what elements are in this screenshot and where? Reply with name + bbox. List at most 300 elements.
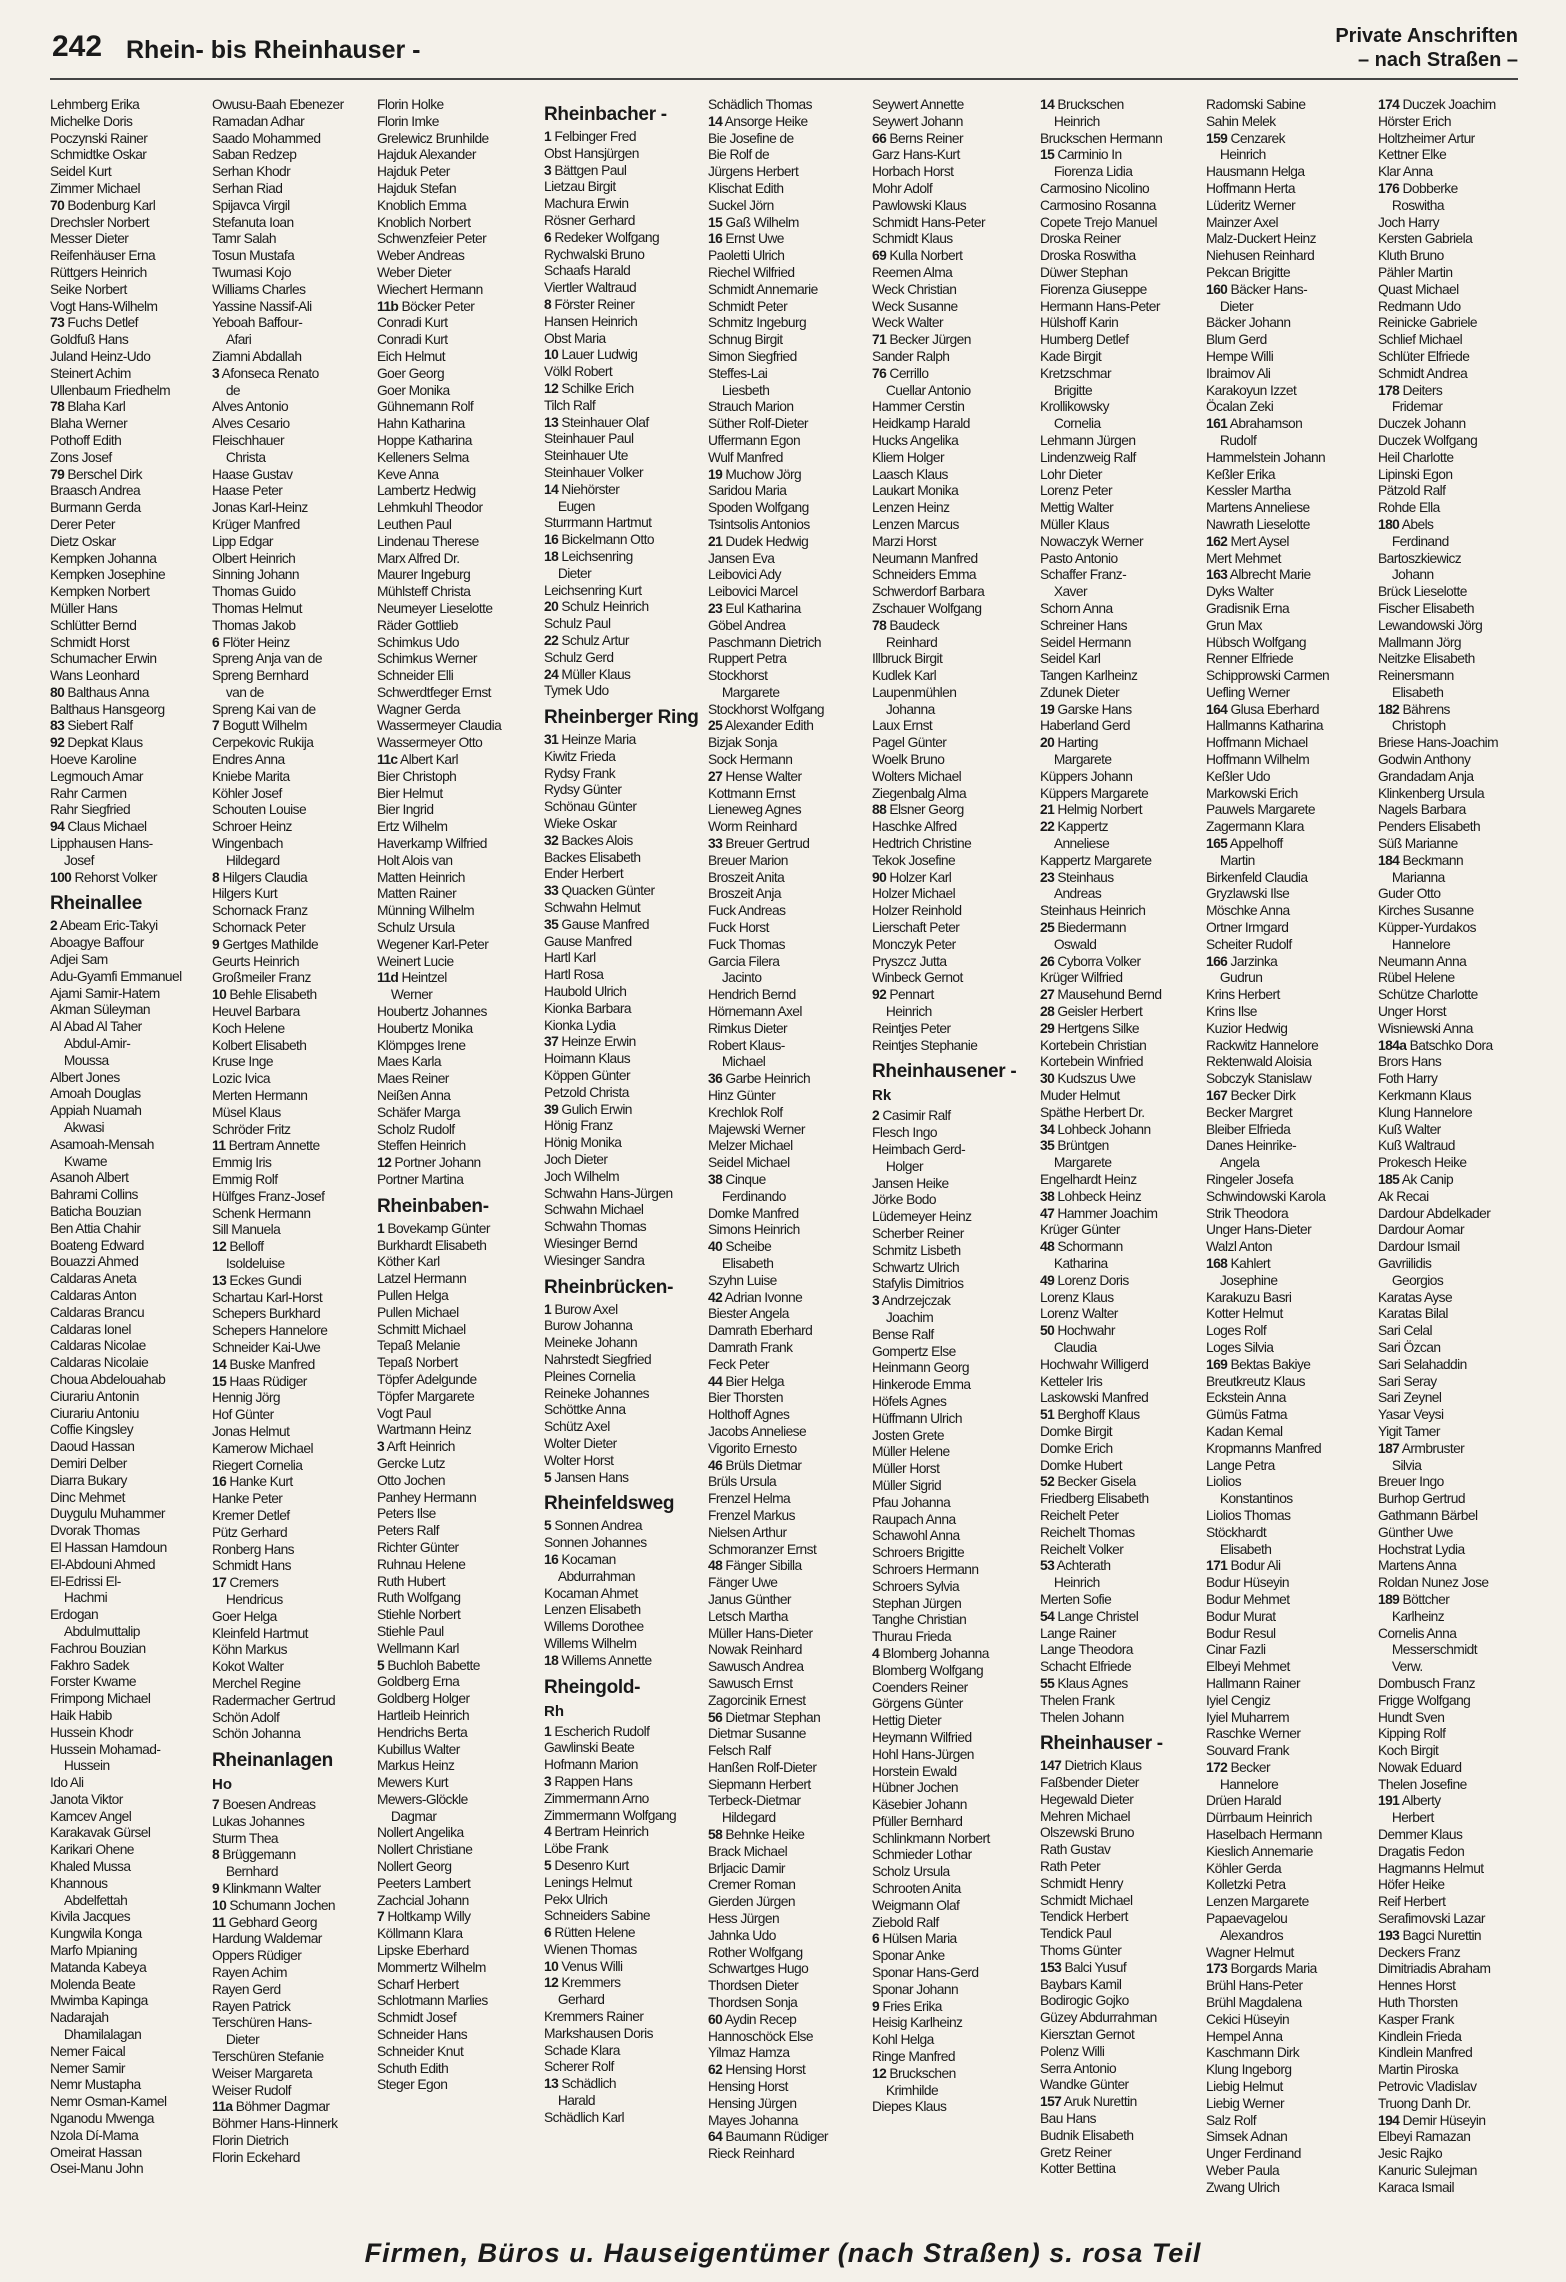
resident-entry: Winbeck Gernot	[872, 969, 963, 986]
house-number-entry: 19 Muchow Jörg	[708, 465, 802, 482]
resident-entry: Hoffmann Wilhelm	[1206, 751, 1310, 768]
resident-entry: Schmitt Michael	[377, 1320, 466, 1337]
resident-entry: Hajduk Peter	[377, 163, 450, 180]
resident-entry: Lenings Helmut	[544, 1873, 632, 1890]
resident-entry: Zagermann Klara	[1206, 818, 1304, 835]
resident-entry: Steinert Achim	[50, 364, 131, 381]
resident-entry: Lange Petra	[1206, 1456, 1275, 1473]
resident-entry: Leibovici Marcel	[708, 583, 798, 600]
house-number: 3	[377, 1438, 385, 1455]
resident-entry: Pätzold Ralf	[1378, 482, 1446, 499]
entry-continuation: Abdurrahman	[557, 1567, 636, 1584]
resident-entry: Käsebier Johann	[872, 1796, 967, 1813]
resident-entry: Yasar Veysi	[1378, 1406, 1444, 1423]
house-number: 50	[1040, 1322, 1055, 1339]
resident-entry: Schlinkmann Norbert	[872, 1829, 990, 1846]
house-number-entry: 11 Gebhard Georg	[212, 1913, 318, 1930]
resident-entry: Pfüller Bernhard	[872, 1812, 963, 1829]
resident-entry: Münning Wilhelm	[377, 902, 475, 919]
house-number-entry: 1 Burow Axel	[544, 1300, 618, 1317]
house-number-entry: 12 Bruckschen	[872, 2064, 956, 2081]
resident-entry: Laukart Monika	[872, 482, 959, 499]
resident-entry: Quast Michael	[1378, 280, 1459, 297]
resident-entry: Schlüter Elfriede	[1378, 347, 1470, 364]
resident-entry: Petrovic Vladislav	[1378, 2078, 1477, 2095]
resident-entry: Mühlsteff Christa	[377, 583, 471, 600]
directory-column-8	[1206, 96, 1364, 2230]
house-number-entry: 16 Kocaman	[544, 1550, 616, 1567]
house-number: 78	[50, 398, 65, 415]
resident-entry: Schlief Michael	[1378, 331, 1463, 348]
entry-continuation: Holger	[885, 1157, 923, 1174]
resident-entry: Hannoschöck Else	[708, 2027, 813, 2044]
entry-continuation: Abdelfettah	[63, 1891, 128, 1908]
resident-entry: Carmosino Nicolino	[1040, 179, 1150, 196]
resident-entry: Haik Habib	[50, 1706, 112, 1723]
house-number: 23	[708, 599, 723, 616]
entry-continuation: Margarete	[1053, 751, 1112, 768]
resident-entry: Duczek Wolfgang	[1378, 431, 1478, 448]
resident-entry: Breuer Marion	[708, 851, 788, 868]
entry-continuation: Hildegard	[721, 1809, 776, 1826]
entry-continuation: Dieter	[1219, 297, 1254, 314]
resident-entry: Dietmar Susanne	[708, 1725, 806, 1742]
resident-entry: Cerpekovic Rukija	[212, 734, 314, 751]
resident-entry: Duczek Johann	[1378, 415, 1466, 432]
resident-entry: Nowak Reinhard	[708, 1641, 802, 1658]
resident-entry: Diepes Klaus	[872, 2098, 947, 2115]
resident-entry: Ullenbaum Friedhelm	[50, 381, 171, 398]
resident-entry: Gradisnik Erna	[1206, 599, 1290, 616]
resident-entry: Markus Heinz	[377, 1757, 455, 1774]
resident-entry: Sahin Melek	[1206, 112, 1276, 129]
resident-entry: Hussein Mohamad-	[50, 1740, 161, 1757]
resident-entry: Wieke Oskar	[544, 815, 617, 832]
house-number: 10	[544, 346, 559, 363]
resident-entry: Kolbert Elisabeth	[212, 1036, 307, 1053]
resident-entry: Schmidt Henry	[1040, 1874, 1123, 1891]
resident-entry: Güzey Abdurrahman	[1040, 2009, 1157, 2026]
header-section-line-2: – nach Straßen –	[1357, 49, 1518, 71]
resident-entry: Brück Lieselotte	[1378, 583, 1467, 600]
resident-entry: Schwartz Ulrich	[872, 1258, 960, 1275]
house-number: 187	[1378, 1439, 1400, 1456]
resident-entry: Goldfuß Hans	[50, 331, 129, 348]
house-number-entry: 73 Fuchs Detlef	[50, 314, 138, 331]
resident-entry: Keßler Udo	[1206, 767, 1270, 784]
resident-entry: Köllmann Klara	[377, 1925, 463, 1942]
resident-entry: Haase Gustav	[212, 465, 293, 482]
resident-entry: Hendrichs Berta	[377, 1723, 468, 1740]
house-number: 12	[377, 1154, 392, 1171]
resident-entry: Stöckhardt	[1206, 1523, 1267, 1540]
resident-entry: Tilch Ralf	[544, 396, 596, 413]
resident-entry: Garz Hans-Kurt	[872, 146, 960, 163]
resident-entry: Thomas Guido	[212, 583, 296, 600]
resident-entry: Nemer Samir	[50, 2059, 125, 2076]
resident-entry: Droska Roswitha	[1040, 247, 1136, 264]
resident-entry: Hensing Horst	[708, 2078, 788, 2095]
house-number: 32	[544, 831, 559, 848]
house-number: 71	[872, 331, 887, 348]
resident-entry: Matten Heinrich	[377, 868, 465, 885]
resident-entry: Choua Abdelouahab	[50, 1370, 166, 1387]
resident-entry: Laasch Klaus	[872, 465, 948, 482]
resident-entry: Siepmann Herbert	[708, 1775, 811, 1792]
resident-entry: Wingenbach	[212, 835, 283, 852]
resident-entry: Sinning Johann	[212, 566, 299, 583]
resident-entry: Carmosino Rosanna	[1040, 196, 1156, 213]
resident-entry: Kirches Susanne	[1378, 902, 1474, 919]
resident-entry: Copete Trejo Manuel	[1040, 213, 1158, 230]
resident-entry: Ziebold Ralf	[872, 1913, 939, 1930]
resident-entry: Fiorenza Giuseppe	[1040, 280, 1147, 297]
resident-entry: Kolletzki Petra	[1206, 1876, 1286, 1893]
resident-entry: Liolios	[1206, 1473, 1242, 1490]
resident-entry: Serra Antonio	[1040, 2059, 1117, 2076]
resident-entry: Schmidt Annemarie	[708, 280, 818, 297]
house-number: 33	[544, 882, 559, 899]
house-number: 62	[708, 2061, 723, 2078]
resident-entry: Bizjak Sonja	[708, 734, 777, 751]
resident-entry: Köppen Günter	[544, 1067, 631, 1084]
resident-entry: Schütze Charlotte	[1378, 986, 1478, 1003]
resident-entry: Fachrou Bouzian	[50, 1639, 146, 1656]
resident-entry: Melzer Michael	[708, 1137, 793, 1154]
house-number-entry: 29 Hertgens Silke	[1040, 1019, 1140, 1036]
entry-continuation: Hannelore	[1219, 1775, 1279, 1792]
resident-entry: Schmidt Andrea	[1378, 364, 1468, 381]
resident-entry: Strauch Marion	[708, 398, 794, 415]
resident-entry: Yigit Tamer	[1378, 1422, 1440, 1439]
house-number-entry: 20 Harting	[1040, 734, 1098, 751]
resident-entry: Peters Ilse	[377, 1505, 436, 1522]
house-number: 12	[544, 1974, 559, 1991]
house-number: 10	[212, 986, 227, 1003]
resident-entry: Schön Johanna	[212, 1725, 301, 1742]
resident-entry: Klinkenberg Ursula	[1378, 784, 1485, 801]
resident-entry: Walzl Anton	[1206, 1238, 1272, 1255]
house-number-entry: 27 Mausehund Bernd	[1040, 986, 1162, 1003]
house-number: 94	[50, 818, 65, 835]
house-number-entry: 58 Behnke Heike	[708, 1826, 805, 1843]
resident-entry: Jonas Helmut	[212, 1422, 290, 1439]
entry-continuation: van de	[225, 683, 264, 700]
resident-entry: Hüffmann Ulrich	[872, 1409, 962, 1426]
house-number-entry: 14 Ansorge Heike	[708, 112, 808, 129]
house-number: 13	[544, 2075, 559, 2092]
entry-continuation: Heinrich	[1219, 146, 1266, 163]
resident-entry: Goldberg Erna	[377, 1673, 460, 1690]
resident-entry: Hoffmann Michael	[1206, 734, 1308, 751]
resident-entry: Schimkus Udo	[377, 633, 459, 650]
resident-entry: Kottmann Ernst	[708, 784, 795, 801]
resident-entry: Leuthen Paul	[377, 515, 452, 532]
resident-entry: Krüger Manfred	[212, 515, 300, 532]
resident-entry: Oppers Rüdiger	[212, 1947, 302, 1964]
page-header	[0, 0, 1566, 92]
house-number-entry: 1 Felbinger Fred	[544, 128, 636, 144]
resident-entry: Garcia Filera	[708, 952, 780, 969]
resident-entry: Thoms Günter	[1040, 1942, 1122, 1959]
house-number: 1	[544, 1300, 552, 1317]
resident-entry: Kiwitz Frieda	[544, 747, 616, 764]
resident-entry: Burow Johanna	[544, 1317, 633, 1334]
resident-entry: Kasper Frank	[1378, 2010, 1454, 2027]
house-number-entry: 1 Escherich Rudolf	[544, 1722, 650, 1739]
resident-entry: Dinc Mehmet	[50, 1488, 125, 1505]
house-number-entry: 76 Cerrillo	[872, 364, 929, 381]
resident-entry: Bodur Hüseyin	[1206, 1574, 1289, 1591]
resident-entry: Karakoyun Izzet	[1206, 381, 1297, 398]
resident-entry: Weiser Margareta	[212, 2064, 313, 2081]
resident-entry: Bau Hans	[1040, 2110, 1096, 2127]
resident-entry: Schmidt Horst	[50, 633, 130, 650]
resident-entry: Rother Wolfgang	[708, 1943, 803, 1960]
resident-entry: Caldaras Ionel	[50, 1320, 131, 1337]
resident-entry: Heinmann Georg	[872, 1359, 969, 1376]
resident-entry: Rayen Patrick	[212, 1997, 291, 2014]
resident-entry: Bodirogic Gojko	[1040, 1992, 1129, 2009]
resident-entry: Joch Harry	[1378, 213, 1439, 230]
resident-entry: Bodur Resul	[1206, 1624, 1276, 1641]
house-number-entry: 3 Andrzejczak	[872, 1292, 951, 1309]
resident-entry: Osei-Manu John	[50, 2160, 144, 2177]
resident-entry: Obst Maria	[544, 329, 606, 346]
house-number: 16	[212, 1473, 227, 1490]
resident-entry: Breuer Ingo	[1378, 1473, 1444, 1490]
resident-entry: Günther Uwe	[1378, 1523, 1453, 1540]
entry-continuation: Dagmar	[390, 1807, 437, 1824]
resident-entry: Hof Günter	[212, 1406, 274, 1423]
resident-entry: Klar Anna	[1378, 163, 1433, 180]
resident-entry: Martens Anneliese	[1206, 499, 1310, 516]
house-number-entry: 12 Portner Johann	[377, 1154, 481, 1171]
house-number: 2	[872, 1107, 880, 1124]
resident-entry: Ruppert Petra	[708, 650, 787, 667]
resident-entry: Appiah Nuamah	[50, 1102, 142, 1119]
resident-entry: Burhop Gertrud	[1378, 1490, 1465, 1507]
resident-entry: Ziamni Abdallah	[212, 347, 302, 364]
resident-entry: Vogt Paul	[377, 1404, 431, 1421]
resident-entry: Messer Dieter	[50, 230, 129, 247]
house-number-entry: 5 Buchloh Babette	[377, 1656, 480, 1673]
resident-entry: Holthoff Agnes	[708, 1406, 790, 1423]
resident-entry: Weiser Rudolf	[212, 2081, 291, 2098]
resident-entry: Schneiders Sabine	[544, 1907, 650, 1924]
resident-entry: Akman Süleyman	[50, 1001, 151, 1018]
resident-entry: Bier Christoph	[377, 767, 457, 784]
resident-entry: Dürrbaum Heinrich	[1206, 1809, 1312, 1826]
resident-entry: Höfels Agnes	[872, 1392, 947, 1409]
house-number: 167	[1206, 1087, 1228, 1104]
resident-entry: Olszewski Bruno	[1040, 1824, 1135, 1841]
resident-entry: Ruth Hubert	[377, 1572, 445, 1589]
resident-entry: Markowski Erich	[1206, 784, 1298, 801]
house-number: 4	[872, 1644, 880, 1661]
resident-entry: Reinicke Gabriele	[1378, 314, 1477, 331]
resident-entry: Hennig Jörg	[212, 1389, 280, 1406]
resident-entry: Legmouch Amar	[50, 767, 143, 784]
house-number: 88	[872, 801, 887, 818]
house-number-entry: 194 Demir Hüseyin	[1378, 2111, 1486, 2128]
resident-entry: Schmidt Peter	[708, 297, 788, 314]
house-number-entry: 39 Gulich Erwin	[544, 1100, 632, 1117]
resident-entry: Lüderitz Werner	[1206, 196, 1296, 213]
house-number: 21	[708, 532, 723, 549]
house-number-entry: 36 Garbe Heinrich	[708, 1070, 811, 1087]
resident-entry: Wandke Günter	[1040, 2076, 1129, 2093]
house-number-entry: 11d Heintzel	[377, 969, 447, 986]
resident-entry: Töpfer Adelgunde	[377, 1370, 477, 1387]
resident-entry: Stiehle Norbert	[377, 1606, 461, 1623]
resident-entry: Hartl Karl	[544, 949, 596, 966]
resident-entry: Schäfer Marga	[377, 1103, 460, 1120]
house-number-entry: 184a Batschko Dora	[1378, 1036, 1493, 1053]
resident-entry: Caldaras Nicolaie	[50, 1354, 149, 1371]
entry-continuation: Abdulmuttalip	[63, 1622, 140, 1639]
resident-entry: Kiersztan Gernot	[1040, 2026, 1135, 2043]
resident-entry: Blaha Werner	[50, 415, 128, 432]
resident-entry: Küppers Margarete	[1040, 784, 1149, 801]
resident-entry: Dombusch Franz	[1378, 1674, 1475, 1691]
entry-continuation: Liesbeth	[721, 381, 770, 398]
resident-entry: Lange Theodora	[1040, 1641, 1133, 1658]
entry-continuation: Hannelore	[1391, 935, 1451, 952]
resident-entry: Danes Heinrike-	[1206, 1137, 1297, 1154]
resident-entry: Brack Michael	[708, 1842, 788, 1859]
resident-entry: Hajduk Alexander	[377, 146, 476, 163]
resident-entry: Ruhnau Helene	[377, 1555, 466, 1572]
house-number-entry: 11 Bertram Annette	[212, 1137, 320, 1154]
resident-entry: Pekcan Brigitte	[1206, 263, 1291, 280]
resident-entry: Nollert Angelika	[377, 1824, 464, 1841]
resident-entry: Lehmberg Erika	[50, 96, 140, 112]
house-number-entry: 20 Schulz Heinrich	[544, 598, 649, 615]
resident-entry: Hochstrat Lydia	[1378, 1540, 1465, 1557]
resident-entry: Strik Theodora	[1206, 1204, 1289, 1221]
resident-entry: Weck Susanne	[872, 297, 958, 314]
resident-entry: Elbeyi Mehmet	[1206, 1658, 1290, 1675]
house-number-entry: 5 Jansen Hans	[544, 1468, 629, 1485]
resident-entry: Krins Herbert	[1206, 986, 1280, 1003]
house-number: 15	[708, 213, 723, 230]
header-divider	[50, 78, 1518, 80]
house-number-entry: 47 Hammer Joachim	[1040, 1204, 1158, 1221]
resident-entry: Dardour Aomar	[1378, 1221, 1465, 1238]
resident-entry: Mayes Johanna	[708, 2111, 798, 2128]
resident-entry: Neumann Manfred	[872, 549, 978, 566]
resident-entry: Köther Karl	[377, 1253, 440, 1270]
directory-column-1	[50, 96, 208, 2230]
resident-entry: Jansen Eva	[708, 549, 775, 566]
resident-entry: Viertler Waltraud	[544, 279, 637, 296]
resident-entry: Lüdemeyer Heinz	[872, 1208, 972, 1225]
resident-entry: Gavriilidis	[1378, 1254, 1432, 1271]
resident-entry: Steffen Heinrich	[377, 1137, 466, 1154]
entry-continuation: Hendricus	[225, 1590, 283, 1607]
entry-continuation: Dieter	[225, 2031, 260, 2048]
house-number-entry: 52 Becker Gisela	[1040, 1473, 1136, 1490]
resident-entry: Koch Helene	[212, 1019, 285, 1036]
resident-entry: Karatas Bilal	[1378, 1305, 1448, 1322]
resident-entry: Holt Alois van	[377, 851, 453, 868]
resident-entry: Mewers Kurt	[377, 1774, 449, 1791]
house-number-entry: 6 Redeker Wolfgang	[544, 228, 660, 245]
resident-entry: Budnik Elisabeth	[1040, 2126, 1134, 2143]
resident-entry: Böhmer Hans-Hinnerk	[212, 2115, 338, 2132]
house-number-entry: 171 Bodur Ali	[1206, 1557, 1281, 1574]
resident-entry: Mert Mehmet	[1206, 549, 1281, 566]
house-number: 21	[1040, 801, 1055, 818]
resident-entry: Caldaras Aneta	[50, 1270, 137, 1287]
resident-entry: Seidel Kurt	[50, 163, 112, 180]
resident-entry: Serafimovski Lazar	[1378, 1910, 1485, 1927]
resident-entry: Rübel Helene	[1378, 969, 1455, 986]
resident-entry: Klischat Edith	[708, 179, 784, 196]
resident-entry: Raschke Werner	[1206, 1725, 1301, 1742]
house-number: 12	[872, 2064, 887, 2081]
entry-continuation: Oswald	[1053, 935, 1097, 952]
entry-continuation: Krimhilde	[885, 2081, 939, 2098]
resident-entry: Dvorak Thomas	[50, 1522, 140, 1539]
resident-entry: Lukas Johannes	[212, 1812, 305, 1829]
resident-entry: Elbeyi Ramazan	[1378, 2128, 1471, 2145]
resident-entry: Wisniewski Anna	[1378, 1019, 1473, 1036]
resident-entry: Schädlich Thomas	[708, 96, 812, 112]
resident-entry: Diarra Bukary	[50, 1471, 127, 1488]
resident-entry: Merchel Regine	[212, 1674, 301, 1691]
resident-entry: Wolter Dieter	[544, 1434, 617, 1451]
house-number-entry: 172 Becker	[1206, 1758, 1270, 1775]
resident-entry: Süther Rolf-Dieter	[708, 415, 808, 432]
house-number-entry: 26 Cyborra Volker	[1040, 952, 1141, 969]
house-number-entry: 9 Gertges Mathilde	[212, 935, 319, 952]
resident-entry: Pothoff Edith	[50, 431, 122, 448]
entry-continuation: Christoph	[1391, 717, 1446, 734]
house-number: 42	[708, 1288, 723, 1305]
resident-entry: Weber Andreas	[377, 247, 465, 264]
house-number: 7	[212, 1796, 220, 1813]
resident-entry: Rüttgers Heinrich	[50, 263, 147, 280]
house-number: 56	[708, 1708, 723, 1725]
house-number-entry: 66 Berns Reiner	[872, 129, 963, 146]
resident-entry: Salz Rolf	[1206, 2111, 1256, 2128]
entry-continuation: Katharina	[1053, 1254, 1108, 1271]
resident-entry: Poczynski Rainer	[50, 129, 148, 146]
resident-entry: Latzel Hermann	[377, 1270, 467, 1287]
house-number-entry: 69 Kulla Norbert	[872, 247, 963, 264]
house-number-entry: 22 Kappertz	[1040, 818, 1109, 835]
resident-entry: Schlütter Bernd	[50, 616, 137, 633]
resident-entry: Caldaras Nicolae	[50, 1337, 146, 1354]
entry-continuation: Roswitha	[1391, 196, 1444, 213]
house-number: 90	[872, 868, 887, 885]
resident-entry: Kappertz Margarete	[1040, 851, 1152, 868]
resident-entry: Schepers Burkhard	[212, 1305, 321, 1322]
resident-entry: Rychwalski Bruno	[544, 245, 645, 262]
resident-entry: Hajduk Stefan	[377, 179, 457, 196]
resident-entry: Schouten Louise	[212, 801, 307, 818]
resident-entry: Schlotmann Marlies	[377, 1992, 488, 2009]
resident-entry: Albert Jones	[50, 1068, 120, 1085]
resident-entry: Twumasi Kojo	[212, 263, 291, 280]
house-number: 28	[1040, 1003, 1055, 1020]
resident-entry: Neißen Anna	[377, 1087, 451, 1104]
resident-entry: Reintjes Stephanie	[872, 1036, 978, 1053]
house-number: 8	[212, 1846, 220, 1863]
resident-entry: Coenders Reiner	[872, 1678, 968, 1695]
